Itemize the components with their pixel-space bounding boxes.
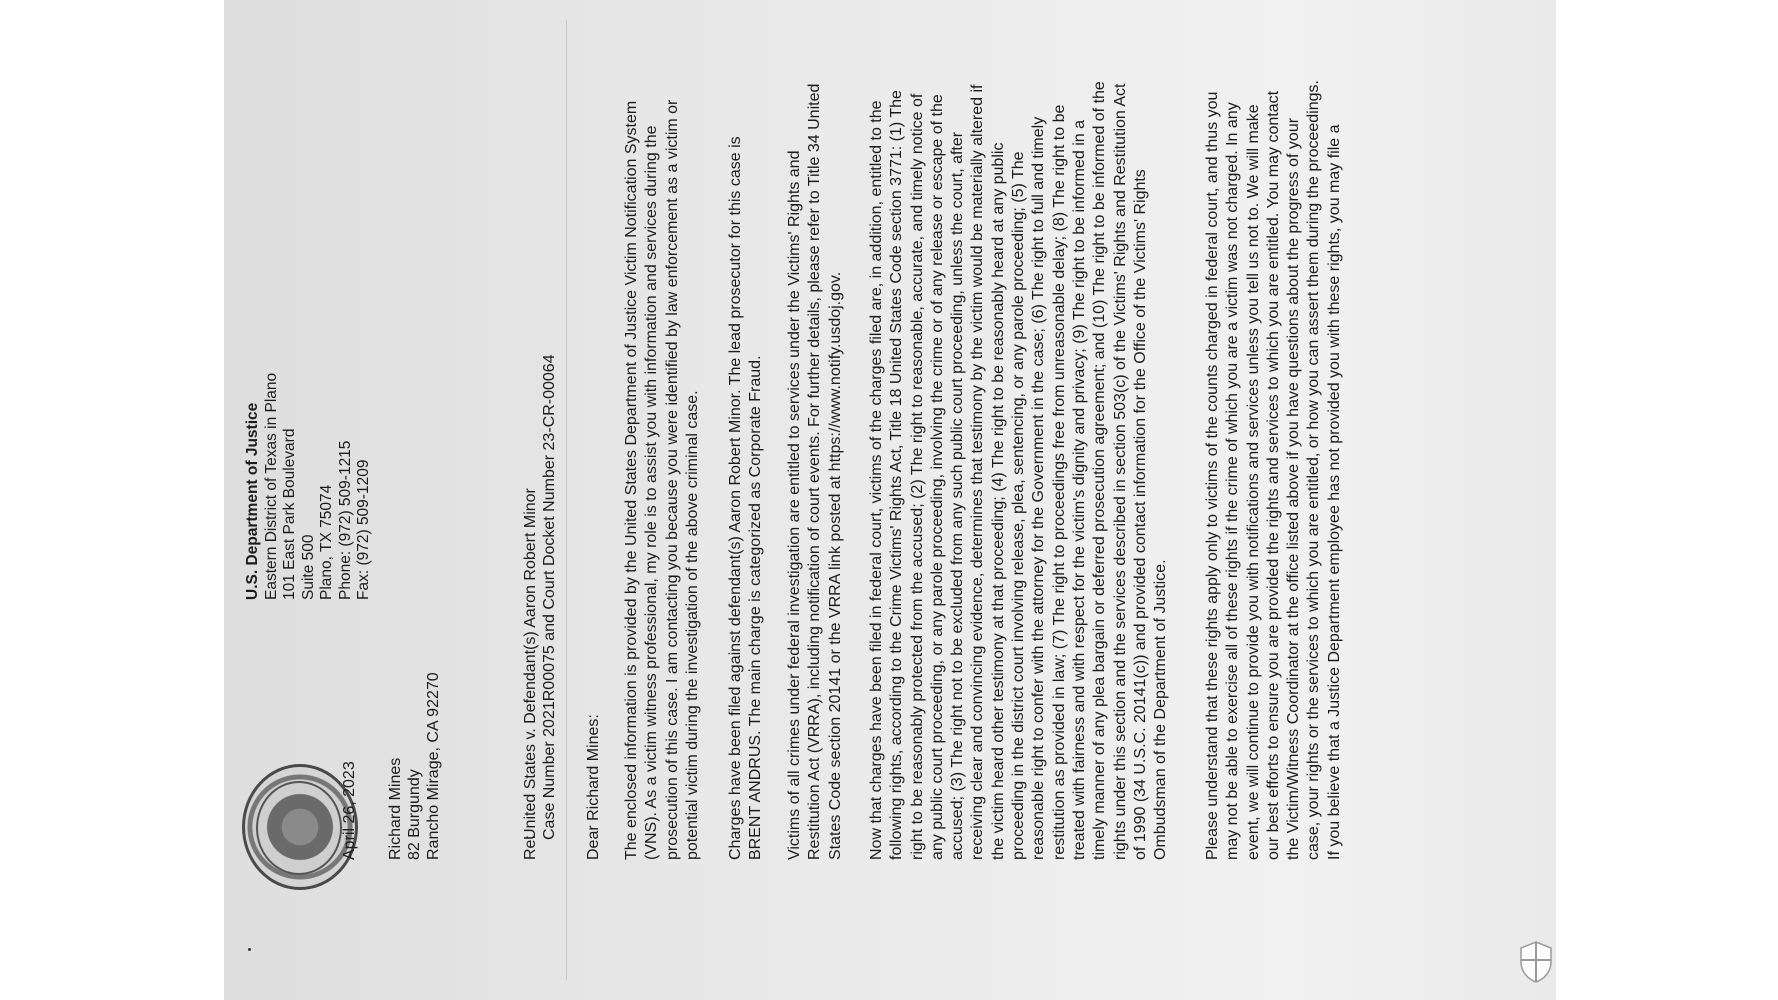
paragraph-line: following rights, according to the Crime Victims' Rights Act, Title 18 United States Code section 3771: (1) The xyxy=(888,90,906,860)
agency-fax: Fax: (972) 509-1209 xyxy=(355,459,372,600)
recipient-street: 82 Burgundy xyxy=(406,769,423,860)
letter-date: April 26, 2023 xyxy=(341,761,358,860)
paragraph-line: proceeding in the district court involving release, plea, sentencing, or any parole proceeding; (5) The xyxy=(1010,151,1028,860)
recipient-name: Richard Mines xyxy=(387,757,404,860)
agency-name: U.S. Department of Justice xyxy=(244,402,261,600)
paragraph-line: potential victim during the investigation of the above criminal case. xyxy=(683,390,701,860)
agency-phone: Phone: (972) 509-1215 xyxy=(336,440,354,600)
paragraph-line: Charges have been filed against defendant(s) Aaron Robert Minor. The lead prosecutor for this case is xyxy=(727,136,744,860)
agency-office: Eastern District of Texas in Plano xyxy=(262,372,280,600)
letter-document xyxy=(224,0,1556,1000)
paragraph-line: timely manner of any plea bargain or deferred prosecution agreement; and (10) The right to be informed of the xyxy=(1091,81,1109,860)
paragraph-line: our best efforts to ensure you are provided the rights and services to which you are entitled. You may contact xyxy=(1264,90,1282,860)
paragraph-line: Ombudsman of the Department of Justice. xyxy=(1152,559,1170,860)
paragraph-line: If you believe that a Justice Department employee has not provided you with these rights, you may file a xyxy=(1325,124,1343,860)
agency-street: 101 East Park Boulevard xyxy=(281,428,298,600)
re-line-2: Case Number 2021R00075 and Court Docket Number 23-CR-00064 xyxy=(541,354,558,840)
paragraph-line: treated with fairness and with respect for the victim's dignity and privacy; (9) The right to be informed in a xyxy=(1070,120,1088,860)
paragraph-line: rights under this section and the services described in section 503(c) of the Victims' Rights and Restitution Act xyxy=(1111,83,1129,860)
paragraph-line: of 1990 (34 U.S.C. 20141(c)) and provided contact information for the Office of the Victims' Rights xyxy=(1131,169,1149,860)
paragraph-line: may not be able to exercise all of these rights if the crime of which you are a victim was not charged. In any xyxy=(1224,102,1242,860)
paragraph-line: right to be reasonably protected from the accused; (2) The right to reasonable, accurate, and timely notice of xyxy=(908,93,926,860)
paragraph-line: Now that charges have been filed in federal court, victims of the charges filed are, in addition, entitled to the xyxy=(868,100,885,860)
re-prefix: Re: xyxy=(522,835,539,860)
table-surface-left xyxy=(0,0,224,1000)
paragraph-line: accused; (3) The right not to be excluded from any such public court proceeding, unless the court, after xyxy=(949,131,967,860)
letter-paper xyxy=(224,0,1556,1000)
letterhead xyxy=(244,373,374,600)
paragraph-line: case, your rights or the services to which you are entitled, or how you can assert them during the proceedings. xyxy=(1305,80,1323,860)
paper-speck xyxy=(248,948,251,951)
paragraph-line: reasonable right to confer with the attorney for the Government in the case; (6) The right to full and timely xyxy=(1030,116,1048,860)
paragraph-charges xyxy=(726,136,767,860)
paragraph-vns xyxy=(622,100,703,860)
paragraph-line: States Code section 20141 or the VRRA link posted at https://www.notify.usdoj.gov. xyxy=(826,271,844,860)
recipient-city: Rancho Mirage, CA 92270 xyxy=(425,672,442,860)
paragraph-line: (VNS). As a victim witness professional, my role is to assist you with information and services during the xyxy=(643,125,661,860)
paragraph-line: Restitution Act (VRRA), including notification of court events. For further details, please refer to Title 34 United xyxy=(806,83,824,860)
re-line-1: United States v. Defendant(s) Aaron Robert Minor xyxy=(522,488,539,840)
recipient-address xyxy=(386,672,443,860)
paragraph-line: The enclosed information is provided by the United States Department of Justice Victim Notification System xyxy=(623,100,640,860)
agency-suite: Suite 500 xyxy=(299,534,317,600)
paragraph-line: Victims of all crimes under federal investigation are entitled to services under the Victims' Rights and xyxy=(786,150,803,860)
paragraph-line: the Victim/Witness Coordinator at the office listed above if you have questions about the progress of your xyxy=(1285,117,1303,860)
paragraph-line: Please understand that these rights apply only to victims of the counts charged in federal court, and thus you xyxy=(1204,91,1221,860)
paragraph-line: event, we will continue to provide you with notifications and services unless you tell us not to. We will make xyxy=(1244,104,1262,860)
paragraph-understand xyxy=(1203,80,1345,860)
paragraph-line: restitution as provided in law; (7) The right to proceedings free from unreasonable delay; (8) The right to be xyxy=(1050,104,1068,860)
re-line xyxy=(521,354,559,860)
shield-icon xyxy=(1518,940,1554,984)
paragraph-line: the victim heard other testimony at that proceeding; (4) The right to be reasonably heard at any public xyxy=(989,142,1007,860)
salutation: Dear Richard Mines: xyxy=(585,714,602,860)
paragraph-line: receiving clear and convincing evidence, determines that testimony by the victim would be materially altered if xyxy=(969,84,987,860)
agency-city: Plano, TX 75074 xyxy=(318,484,335,600)
paragraph-line: prosecution of this case. I am contacting you because you were identified by law enforcement as a victim or xyxy=(663,99,681,860)
table-surface-right xyxy=(1556,0,1778,1000)
paragraph-line: BRENT ANDRUS. The main charge is categorized as Corporate Fraud. xyxy=(747,355,765,860)
paragraph-line: any public court proceeding, or any parole proceeding, involving the crime or of any release or escape of the xyxy=(928,94,946,860)
paragraph-rights xyxy=(867,81,1171,860)
paragraph-vrra xyxy=(785,84,846,860)
